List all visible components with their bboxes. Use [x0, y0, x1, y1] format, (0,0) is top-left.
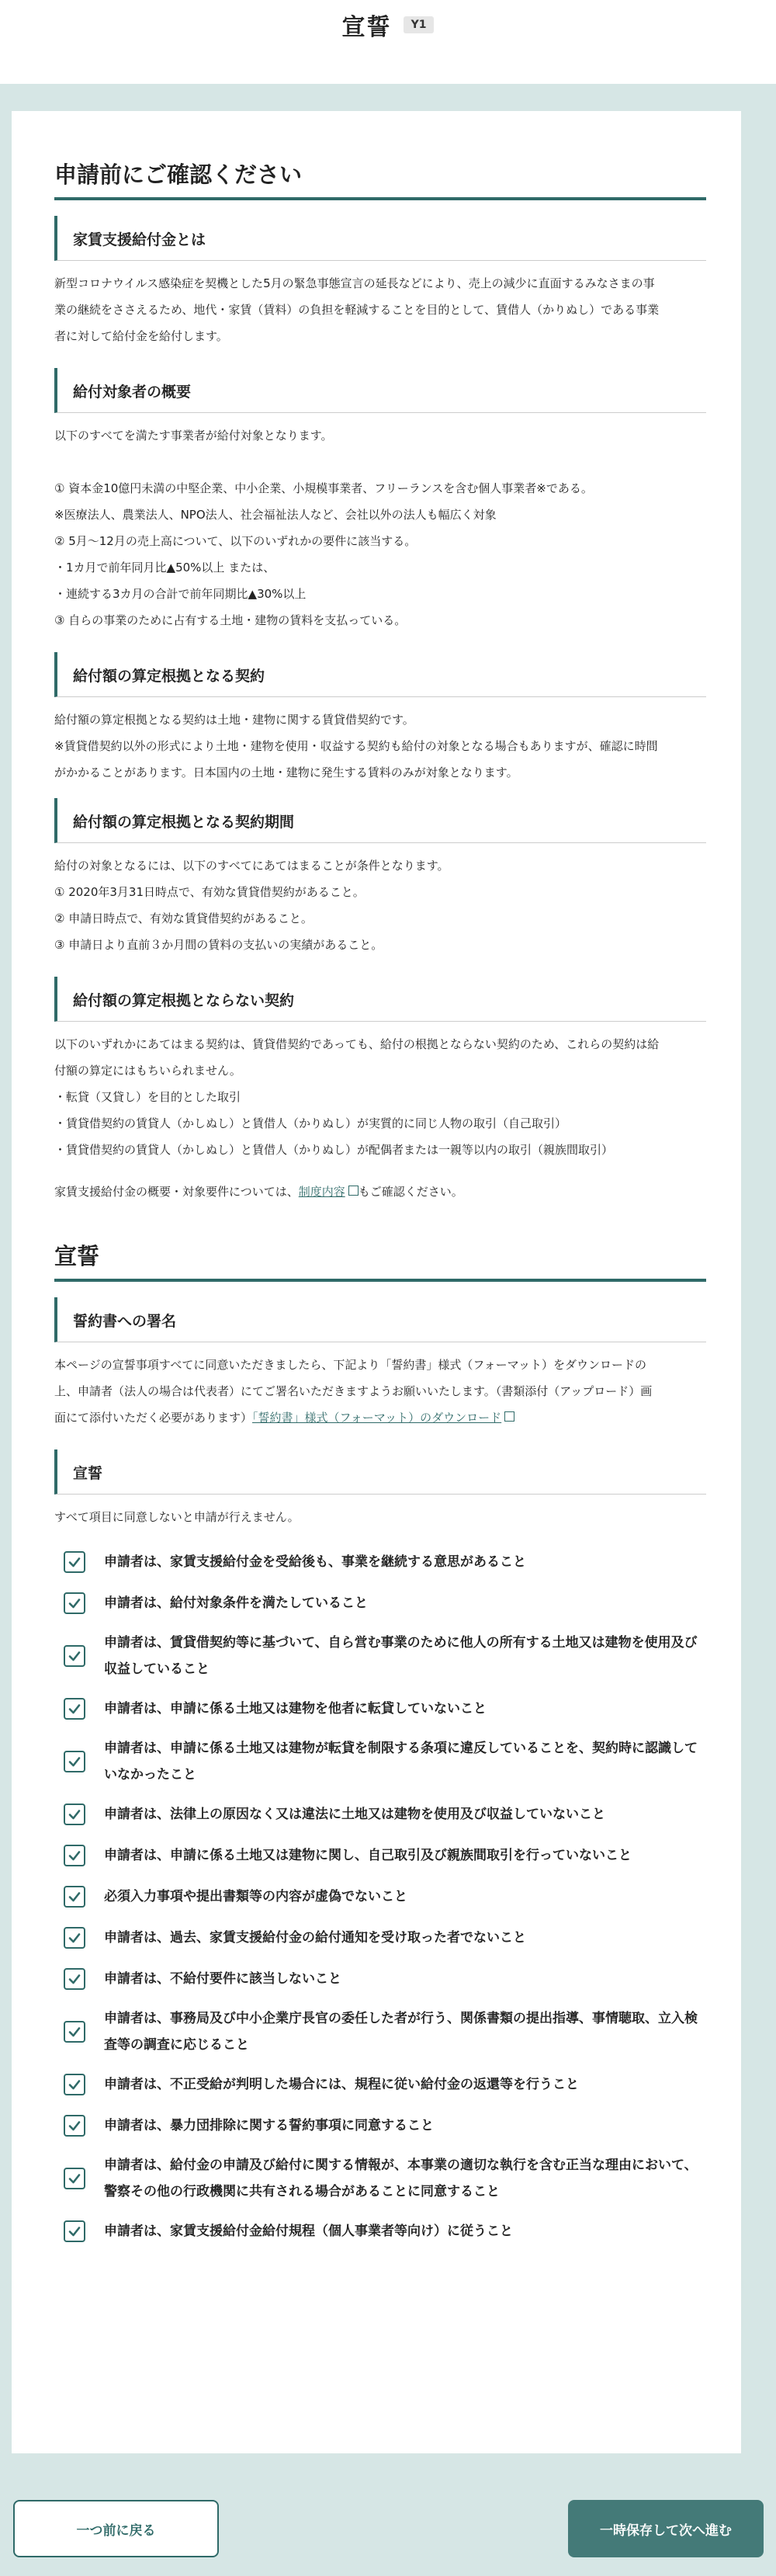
checkmark-icon — [68, 2224, 81, 2238]
save-and-next-button[interactable]: 一時保存して次へ進む — [568, 2500, 764, 2557]
checkmark-icon — [68, 1649, 81, 1663]
back-button[interactable]: 一つ前に戻る — [13, 2500, 219, 2557]
declaration-checklist — [54, 1541, 706, 2251]
text-line: ・転貸（又貸し）を目的とした取引 — [54, 1090, 241, 1104]
checkmark-icon — [68, 1890, 81, 1904]
checkmark-icon — [68, 2078, 81, 2092]
declaration-item — [54, 2210, 706, 2251]
declaration-item-label: 申請者は、法律上の原因なく又は違法に土地又は建物を使用及び収益していないこと — [104, 1806, 605, 1822]
text-line: 業の継続をささえるため、地代・家賃（賃料）の負担を軽減することを目的として、賃借人（かりぬし）である事業 — [54, 303, 660, 317]
text-line: ② 5月～12月の売上高について、以下のいずれかの要件に該当する。 — [54, 534, 417, 548]
text-line: ① 資本金10億円未満の中堅企業、中小企業、小規模事業者、フリーランスを含む個人事業者※である。 — [54, 481, 593, 495]
signature-line-prefix: 面にて添付いただく必要があります） — [54, 1411, 253, 1425]
declaration-title: 宣誓 — [54, 1449, 706, 1495]
pledge-download-link[interactable]: 「誓約書」様式（フォーマット）のダウンロード — [252, 1411, 502, 1425]
checkmark-icon — [68, 1807, 81, 1821]
declaration-item — [54, 1835, 706, 1876]
external-link-icon — [348, 1186, 359, 1196]
checkmark-icon — [68, 1972, 81, 1986]
signature-text — [54, 1352, 706, 1431]
declaration-checkbox[interactable] — [64, 1886, 85, 1908]
declaration-item — [54, 1541, 706, 1582]
declaration-checkbox[interactable] — [64, 1751, 85, 1772]
checkmark-icon — [68, 1931, 81, 1945]
declaration-item — [54, 1876, 706, 1917]
text-line: ※医療法人、農業法人、NPO法人、社会福祉法人など、会社以外の法人も幅広く対象 — [54, 508, 497, 522]
confirm-heading: 申請前にご確認ください — [54, 158, 706, 200]
declaration-checkbox[interactable] — [64, 2168, 85, 2189]
eligibility-intro: 以下のすべてを満たす事業者が給付対象となります。 — [54, 429, 333, 443]
text-line: ・1カ月で前年同月比▲50%以上 または、 — [54, 561, 275, 575]
declaration-checkbox[interactable] — [64, 1698, 85, 1720]
text-line: 本ページの宣誓事項すべてに同意いただきましたら、下記より「誓約書」様式（フォーマット）をダウンロードの — [54, 1358, 647, 1372]
declaration-item-label: 申請者は、家賃支援給付金給付規程（個人事業者等向け）に従うこと — [104, 2223, 513, 2239]
overview-note — [54, 1179, 706, 1205]
declaration-item-label: 申請者は、家賃支援給付金を受給後も、事業を継続する意思があること — [104, 1554, 526, 1570]
external-link-icon — [504, 1411, 514, 1422]
period-title: 給付額の算定根拠となる契約期間 — [54, 798, 706, 843]
declaration-item-label: 申請者は、賃貸借契約等に基づいて、自ら営む事業のために他人の所有する土地又は建物を使用及び収益していること — [104, 1634, 698, 1677]
text-line: ② 申請日時点で、有効な賃貸借契約があること。 — [54, 911, 313, 925]
checkmark-icon — [68, 1555, 81, 1569]
declaration-item — [54, 1582, 706, 1623]
declaration-item-label: 申請者は、不正受給が判明した場合には、規程に従い給付金の返還等を行うこと — [104, 2076, 579, 2092]
text-line: ※賃貸借契約以外の形式により土地・建物を使用・収益する契約も給付の対象となる場合もありますが、確認に時間 — [54, 739, 658, 753]
checkmark-icon — [68, 1755, 81, 1769]
text-line: ① 2020年3月31日時点で、有効な賃貸借契約があること。 — [54, 885, 365, 899]
text-line: 付額の算定にはもちいられません。 — [54, 1064, 241, 1078]
declaration-checkbox[interactable] — [64, 1845, 85, 1866]
declaration-item-label: 申請者は、申請に係る土地又は建物に関し、自己取引及び親族間取引を行っていないこと — [104, 1847, 632, 1863]
declaration-checkbox[interactable] — [64, 1927, 85, 1949]
page-badge: Y1 — [404, 16, 435, 33]
text-line: ・賃貸借契約の賃貸人（かしぬし）と賃借人（かりぬし）が実質的に同じ人物の取引（自己取引） — [54, 1116, 567, 1130]
checkmark-icon — [68, 1702, 81, 1716]
text-line: 給付額の算定根拠となる契約は土地・建物に関する賃貸借契約です。 — [54, 713, 414, 727]
contract-text — [54, 706, 706, 786]
declaration-checkbox[interactable] — [64, 1804, 85, 1825]
declaration-checkbox[interactable] — [64, 2115, 85, 2137]
note-suffix: もご確認ください。 — [358, 1185, 463, 1199]
system-details-link[interactable]: 制度内容 — [298, 1185, 345, 1199]
declaration-item-label: 申請者は、不給付要件に該当しないこと — [104, 1970, 341, 1987]
declaration-item-label: 必須入力事項や提出書類等の内容が虚偽でないこと — [104, 1888, 407, 1904]
contract-title: 給付額の算定根拠となる契約 — [54, 652, 706, 697]
declaration-checkbox[interactable] — [64, 2021, 85, 2043]
page-title: 宣誓 — [341, 14, 392, 41]
declaration-item — [54, 1688, 706, 1729]
declaration-intro: すべて項目に同意しないと申請が行えません。 — [54, 1510, 300, 1524]
text-line: ・連続する3カ月の合計で前年同期比▲30%以上 — [54, 587, 307, 601]
checkmark-icon — [68, 2025, 81, 2039]
text-line: ③ 自らの事業のために占有する土地・建物の賃料を支払っている。 — [54, 613, 407, 627]
declaration-item-label: 申請者は、過去、家賃支援給付金の給付通知を受け取った者でないこと — [104, 1929, 526, 1946]
text-line: 者に対して給付金を給付します。 — [54, 329, 228, 343]
declaration-item — [54, 1958, 706, 1999]
declaration-item — [54, 1999, 706, 2064]
period-text — [54, 852, 706, 958]
about-title: 家賃支援給付金とは — [54, 216, 706, 261]
top-header — [0, 0, 776, 84]
checkmark-icon — [68, 1849, 81, 1863]
declaration-checkbox[interactable] — [64, 1592, 85, 1614]
declaration-item — [54, 2146, 706, 2210]
eligibility-title: 給付対象者の概要 — [54, 368, 706, 413]
declaration-item — [54, 1729, 706, 1793]
excluded-text — [54, 1031, 706, 1163]
content-card — [12, 111, 741, 2453]
declaration-checkbox[interactable] — [64, 1551, 85, 1573]
declaration-checkbox[interactable] — [64, 2220, 85, 2242]
declaration-item-label: 申請者は、暴力団排除に関する誓約事項に同意すること — [104, 2117, 434, 2133]
declaration-item — [54, 1623, 706, 1688]
text-line: 以下のいずれかにあてはまる契約は、賃貸借契約であっても、給付の根拠とならない契約のため、これらの契約は給 — [54, 1037, 660, 1051]
checkmark-icon — [68, 2172, 81, 2185]
text-line: がかかることがあります。日本国内の土地・建物に発生する賃料のみが対象となります。 — [54, 766, 518, 779]
declaration-checkbox[interactable] — [64, 1645, 85, 1667]
text-line: 新型コロナウイルス感染症を契機とした5月の緊急事態宣言の延長などにより、売上の減少に直面するみなさまの事 — [54, 276, 655, 290]
text-line: 給付の対象となるには、以下のすべてにあてはまることが条件となります。 — [54, 859, 449, 873]
text-line: ・賃貸借契約の賃貸人（かしぬし）と賃借人（かりぬし）が配偶者または一親等以内の取引（親族間取引） — [54, 1143, 614, 1157]
text-line — [54, 1404, 706, 1431]
declaration-item — [54, 1917, 706, 1958]
declaration-checkbox[interactable] — [64, 2074, 85, 2095]
checkmark-icon — [68, 2119, 81, 2133]
declaration-checkbox[interactable] — [64, 1968, 85, 1990]
text-line: 上、申請者（法人の場合は代表者）にてご署名いただきますようお願いいたします。（書類添付（アップロード）画 — [54, 1384, 653, 1398]
text-line: ③ 申請日より直前３か月間の賃料の支払いの実績があること。 — [54, 938, 383, 952]
about-text — [54, 270, 706, 349]
declaration-item — [54, 1793, 706, 1835]
declaration-item-label: 申請者は、給付金の申請及び給付に関する情報が、本事業の適切な執行を含む正当な理由において、警察その他の行政機関に共有される場合があることに同意すること — [104, 2157, 698, 2199]
excluded-title: 給付額の算定根拠とならない契約 — [54, 977, 706, 1022]
declaration-item-label: 申請者は、事務局及び中小企業庁長官の委任した者が行う、関係書類の提出指導、事情聴取、立入検査等の調査に応じること — [104, 2010, 698, 2053]
declaration-item-label: 申請者は、申請に係る土地又は建物が転貸を制限する条項に違反していることを、契約時に認識していなかったこと — [104, 1740, 698, 1783]
oath-heading: 宣誓 — [54, 1239, 706, 1282]
checkmark-icon — [68, 1596, 81, 1610]
declaration-item — [54, 2105, 706, 2146]
declaration-item — [54, 2064, 706, 2105]
declaration-item-label: 申請者は、申請に係る土地又は建物を他者に転貸していないこと — [104, 1700, 487, 1717]
eligibility-list — [54, 475, 706, 634]
declaration-item-label: 申請者は、給付対象条件を満たしていること — [104, 1595, 368, 1611]
signature-title: 誓約書への署名 — [54, 1297, 706, 1342]
note-prefix: 家賃支援給付金の概要・対象要件については、 — [54, 1185, 299, 1199]
